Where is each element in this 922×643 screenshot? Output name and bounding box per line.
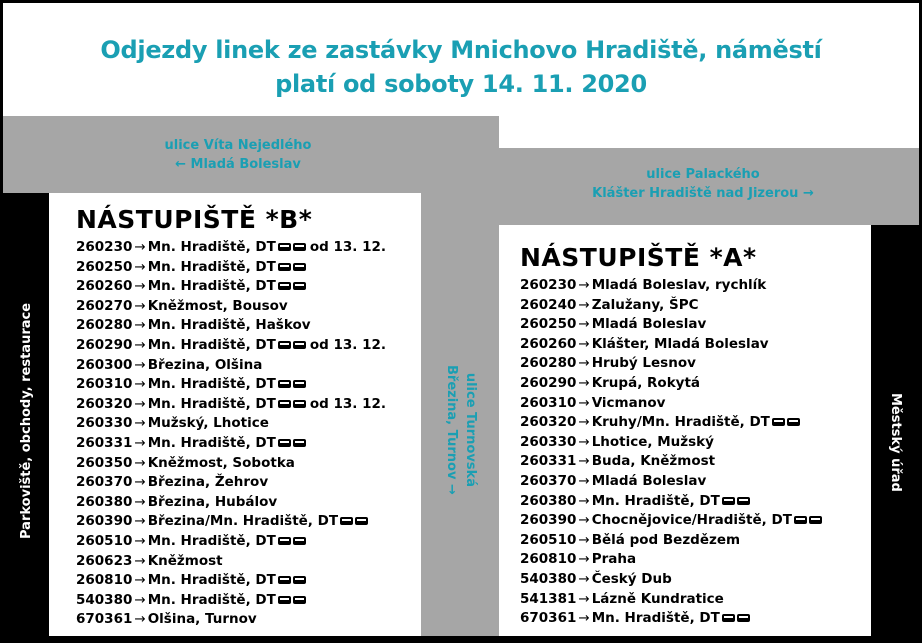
arrow-right-icon: → [578,512,590,529]
route-row [520,511,822,531]
arrow-right-icon: → [134,552,146,569]
route-destination: Mn. Hradiště, DT [147,591,276,608]
bus-icon [278,243,291,251]
street-label-vita-nejedleho: ulice Víta Nejedlého ← Mladá Boleslav [164,138,312,172]
arrow-right-icon: → [578,374,590,391]
route-number: 670361 [520,610,577,627]
arrow-right-icon: → [578,355,590,372]
route-row [520,492,822,512]
route-number: 260331 [520,453,577,470]
bus-icon [787,418,800,426]
arrow-right-icon: → [134,297,146,314]
route-row [520,452,822,472]
route-row [76,493,386,513]
page-title [3,33,919,101]
route-destination: Bělá pod Bezdězem [591,531,741,548]
arrow-right-icon: → [578,394,590,411]
route-row [76,434,386,454]
arrow-right-icon: → [578,316,590,333]
side-label-town-hall: Městský úřad [888,393,903,492]
arrow-right-icon: → [134,532,146,549]
bus-icon [737,614,750,622]
route-number: 260330 [520,433,577,450]
route-destination: Mn. Hradiště, DT [147,572,276,589]
departure-board [3,3,919,636]
arrow-right-icon: → [134,415,146,432]
bus-icon [278,596,291,604]
title-line-1: Odjezdy linek ze zastávky Mnichovo Hradiště, náměstí [100,36,822,64]
route-number: 260810 [76,572,133,589]
bus-icon [722,497,735,505]
route-destination: Kněžmost, Bousov [147,297,288,314]
arrow-right-icon: → [134,454,146,471]
arrow-right-icon: → [578,335,590,352]
route-destination: Kruhy/Mn. Hradiště, DT [591,414,770,431]
route-number: 260370 [76,474,133,491]
bus-icon [794,516,807,524]
route-destination: Mn. Hradiště, DT [147,395,276,412]
platform-b-title: NÁSTUPIŠTĚ *B* [76,205,313,234]
bus-icon [293,596,306,604]
street-label-palackeho: ulice Palackého Klášter Hradiště nad Jizerou → [592,167,814,201]
route-number: 540380 [76,591,133,608]
route-number: 670361 [76,611,133,628]
route-number: 260370 [520,472,577,489]
arrow-right-icon: → [134,591,146,608]
route-number: 260380 [520,492,577,509]
route-row [76,375,386,395]
arrow-right-icon: → [578,570,590,587]
arrow-right-icon: → [578,277,590,293]
bus-icon [278,282,291,290]
arrow-right-icon: → [134,258,146,275]
route-row [520,315,822,335]
arrow-right-icon: → [578,610,590,627]
route-number: 260390 [76,513,133,530]
route-destination: Lhotice, Mužský [591,433,714,450]
platform-a-list [520,276,822,629]
bus-icon [772,418,785,426]
route-destination: Český Dub [591,570,672,587]
route-number: 260320 [76,395,133,412]
route-destination: Olšina, Turnov [147,611,257,628]
route-destination: Lázně Kundratice [591,590,724,607]
route-number: 260510 [76,532,133,549]
route-row [76,473,386,493]
route-row [520,433,822,453]
route-validity-note: od 13. 12. [309,395,386,412]
route-destination: Mn. Hradiště, DT [147,239,276,255]
arrow-right-icon: → [578,453,590,470]
route-destination: Mn. Hradiště, DT [147,376,276,393]
route-destination: Březina, Žehrov [147,474,269,491]
route-destination: Kněžmost, Sobotka [147,454,295,471]
bus-icon [809,516,822,524]
route-row [520,354,822,374]
route-number: 260230 [76,239,133,255]
bus-icon [293,380,306,388]
route-number: 260330 [76,415,133,432]
arrow-right-icon: → [578,296,590,313]
route-destination: Praha [591,551,637,568]
route-destination: Mn. Hradiště, DT [147,258,276,275]
bus-icon [278,263,291,271]
route-destination: Mužský, Lhotice [147,415,269,432]
route-number: 260310 [520,394,577,411]
bus-icon [278,439,291,447]
route-number: 260510 [520,531,577,548]
title-line-2: platí od soboty 14. 11. 2020 [275,70,647,98]
route-row [520,570,822,590]
route-destination: Krupá, Rokytá [591,374,701,391]
route-validity-note: od 13. 12. [309,336,386,353]
route-row [76,512,386,532]
route-row [76,571,386,591]
bus-icon [293,576,306,584]
arrow-right-icon: → [134,474,146,491]
route-row [76,316,386,336]
platform-a-title: NÁSTUPIŠTĚ *A* [520,243,757,272]
platform-a-panel [499,225,871,636]
route-row [520,335,822,355]
route-destination: Klášter, Mladá Boleslav [591,335,769,352]
platform-b-panel [49,193,421,636]
route-number: 260320 [520,414,577,431]
route-number: 260270 [76,297,133,314]
route-number: 260290 [76,336,133,353]
bus-icon [340,517,353,525]
bus-icon [278,341,291,349]
route-row [76,277,386,297]
arrow-right-icon: → [134,572,146,589]
route-destination: Kněžmost [147,552,223,569]
arrow-right-icon: → [134,434,146,451]
route-number: 260280 [76,317,133,334]
arrow-right-icon: → [134,493,146,510]
route-destination: Mn. Hradiště, DT [147,434,276,451]
route-row [520,394,822,414]
route-destination: Březina, Hubálov [147,493,278,510]
route-row [76,356,386,376]
arrow-right-icon: → [578,590,590,607]
arrow-right-icon: → [134,278,146,295]
arrow-right-icon: → [578,551,590,568]
route-destination: Hrubý Lesnov [591,355,696,372]
arrow-right-icon: → [134,395,146,412]
route-number: 260230 [520,277,577,293]
arrow-right-icon: → [578,531,590,548]
bus-icon [293,400,306,408]
route-number: 540380 [520,570,577,587]
route-number: 260290 [520,374,577,391]
route-row [76,532,386,552]
route-destination: Mn. Hradiště, DT [147,532,276,549]
route-row [76,552,386,572]
arrow-right-icon: → [134,356,146,373]
route-row [76,258,386,278]
arrow-right-icon: → [578,472,590,489]
route-destination: Mladá Boleslav [591,316,707,333]
bus-icon [293,263,306,271]
route-row [76,395,386,415]
route-row [76,454,386,474]
route-row [520,276,822,296]
bus-icon [293,341,306,349]
route-destination: Březina/Mn. Hradiště, DT [147,513,339,530]
route-number: 260250 [76,258,133,275]
route-number: 541381 [520,590,577,607]
platform-b-list [76,238,386,630]
bus-icon [278,380,291,388]
arrow-right-icon: → [578,414,590,431]
route-number: 260240 [520,296,577,313]
route-destination: Mladá Boleslav, rychlík [591,277,767,293]
route-destination: Mn. Hradiště, DT [147,336,276,353]
route-row [520,296,822,316]
bus-icon [278,400,291,408]
arrow-right-icon: → [134,336,146,353]
route-number: 260810 [520,551,577,568]
bus-icon [293,243,306,251]
street-label-turnovska: ulice Turnovská Březina, Turnov → [444,365,478,495]
route-row [76,610,386,630]
route-number: 260380 [76,493,133,510]
bus-icon [737,497,750,505]
route-row [520,531,822,551]
route-row [520,374,822,394]
route-number: 260300 [76,356,133,373]
route-number: 260310 [76,376,133,393]
route-destination: Buda, Kněžmost [591,453,716,470]
route-destination: Mladá Boleslav [591,472,707,489]
bus-icon [722,614,735,622]
route-number: 260331 [76,434,133,451]
arrow-right-icon: → [134,513,146,530]
arrow-right-icon: → [134,376,146,393]
route-row [76,336,386,356]
route-number: 260390 [520,512,577,529]
route-destination: Mn. Hradiště, DT [591,492,720,509]
route-destination: Mn. Hradiště, DT [147,278,276,295]
route-row [520,413,822,433]
route-row [520,609,822,629]
route-number: 260260 [520,335,577,352]
arrow-right-icon: → [134,611,146,628]
bus-icon [293,439,306,447]
route-destination: Zalužany, ŠPC [591,296,699,313]
route-destination: Chocnějovice/Hradiště, DT [591,512,792,529]
route-row [76,591,386,611]
route-row [76,297,386,317]
bus-icon [355,517,368,525]
route-validity-note: od 13. 12. [309,239,386,255]
route-number: 260280 [520,355,577,372]
arrow-right-icon: → [134,317,146,334]
route-row [520,590,822,610]
arrow-right-icon: → [578,433,590,450]
route-number: 260623 [76,552,133,569]
route-row [520,550,822,570]
route-number: 260250 [520,316,577,333]
bus-icon [278,537,291,545]
route-row [520,472,822,492]
route-destination: Mn. Hradiště, DT [591,610,720,627]
bus-icon [293,537,306,545]
route-number: 260260 [76,278,133,295]
side-label-parking: Parkoviště, obchody, restaurace [19,302,34,539]
route-number: 260350 [76,454,133,471]
arrow-right-icon: → [134,239,146,255]
bus-icon [278,576,291,584]
route-destination: Mn. Hradiště, Haškov [147,317,311,334]
route-destination: Březina, Olšina [147,356,263,373]
arrow-right-icon: → [578,492,590,509]
bus-icon [293,282,306,290]
route-row [76,414,386,434]
route-destination: Vicmanov [591,394,666,411]
route-row [76,238,386,258]
